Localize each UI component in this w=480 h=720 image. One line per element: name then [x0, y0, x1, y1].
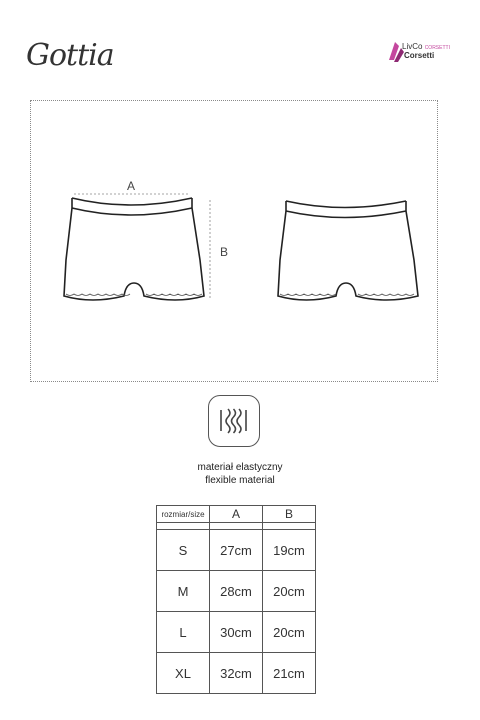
measure-b-label: B — [220, 245, 229, 259]
material-label-en: flexible material — [205, 475, 275, 486]
table-row — [157, 612, 316, 653]
stretch-fabric-icon — [208, 395, 260, 447]
table-row — [157, 653, 316, 694]
b-cell: 21cm — [263, 653, 316, 694]
material-label-pl: materiał elastyczny — [197, 462, 283, 473]
a-cell: 32cm — [210, 653, 263, 694]
logo-line1: LivCo CORSETTI — [402, 42, 450, 51]
header-size: rozmiar/size — [157, 506, 210, 523]
measure-a-label: A — [126, 179, 136, 193]
lace-trim-back-right-leg — [358, 294, 414, 296]
lace-trim-back-left-leg — [280, 294, 336, 296]
lace-trim-right-leg — [146, 294, 202, 296]
table-row — [157, 571, 316, 612]
a-cell: 30cm — [210, 612, 263, 653]
lace-trim-left-leg — [66, 294, 130, 296]
a-cell: 28cm — [210, 571, 263, 612]
b-cell: 20cm — [263, 612, 316, 653]
size-cell: XL — [157, 653, 210, 694]
livco-corsetti-logo — [386, 38, 452, 68]
size-table-header — [157, 506, 316, 523]
shorts-diagram — [30, 100, 438, 382]
b-cell: 19cm — [263, 530, 316, 571]
header-b: B — [263, 506, 316, 523]
table-row — [157, 530, 316, 571]
a-cell: 27cm — [210, 530, 263, 571]
size-table — [156, 505, 316, 694]
size-cell: L — [157, 612, 210, 653]
b-cell: 20cm — [263, 571, 316, 612]
brand-logo-script: Gottia — [26, 38, 114, 73]
shorts-front-drawing — [64, 198, 204, 300]
logo-line2: Corsetti — [404, 51, 435, 60]
size-cell: S — [157, 530, 210, 571]
header-a: A — [210, 506, 263, 523]
shorts-back-drawing — [278, 201, 418, 300]
size-cell: M — [157, 571, 210, 612]
